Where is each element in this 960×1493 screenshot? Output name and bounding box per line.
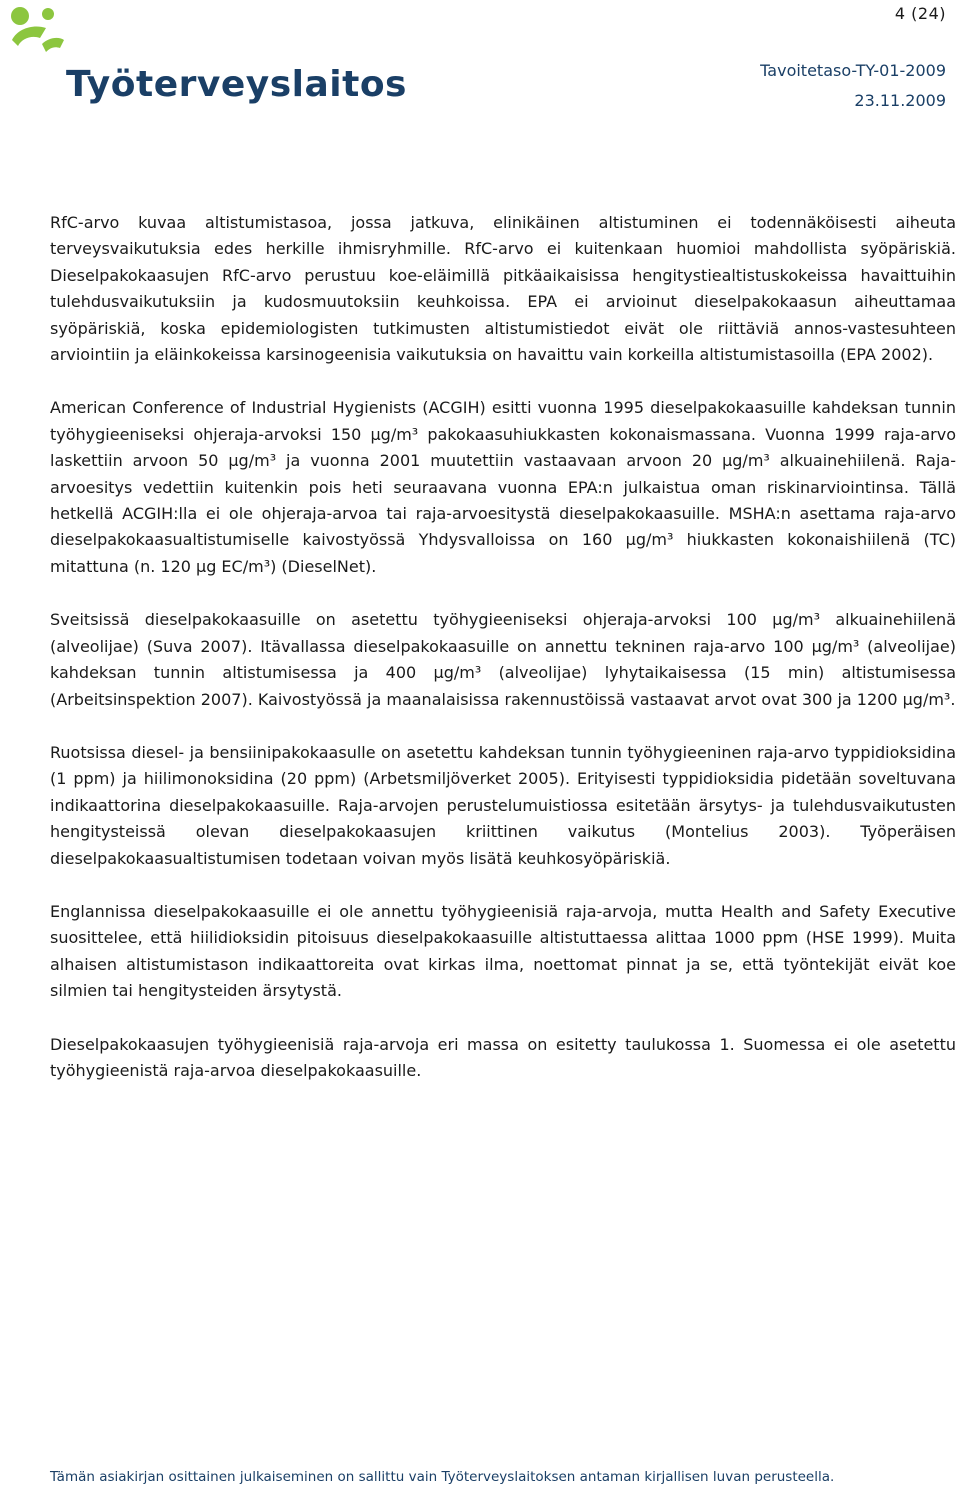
paragraph: Englannissa dieselpakokaasuille ei ole annettu työhygieenisiä raja-arvoja, mutta Health and Safety Executive suosittelee, että hiilidioksidin pitoisuus dieselpakokaasuille altistuttaessa alittaa 1000 ppm (HSE 1999). Muita alhaisen altistumistason indikaattoreita ovat kirkas ilma, noettomat pinnat ja se, että työntekijät eivät koe silmien tai hengitysteiden ärsytystä. [50,901,956,1001]
document-meta [760,56,946,116]
logo-text: Työterveyslaitos [66,64,407,105]
logo [4,4,407,108]
logo-mark-icon [4,4,68,68]
paragraph: Dieselpakokaasujen työhygieenisiä raja-arvoja eri massa on esitetty taulukossa 1. Suomessa ei ole asetettu työhygieenistä raja-arvoa dieselpakokaasuille. [50,1034,956,1080]
body-text [50,210,956,1111]
document-id: Tavoitetaso-TY-01-2009 [760,61,946,80]
page-number: 4 (24) [894,4,946,23]
paragraph: Ruotsissa diesel- ja bensiinipakokaasulle on asetettu kahdeksan tunnin työhygieeninen raja-arvo typpidioksidina (1 ppm) ja hiilimonoksidina (20 ppm) (Arbetsmiljöverket 2005). Erityisesti typpidioksidia pidetään soveltuvana indikaattorina dieselpakokaasuille. Raja-arvojen perustelumuistiossa esitetään ärsytys- ja tulehdusvaikutusten hengitysteissä olevan dieselpakokaasujen kriittinen vaikutus (Montelius 2003). Työperäisen dieselpakokaasualtistumisen todetaan voivan myös lisätä keuhkosyöpäriskiä. [50,742,956,868]
document-date: 23.11.2009 [854,91,946,110]
paragraph: RfC-arvo kuvaa altistumistasoa, jossa jatkuva, elinikäinen altistuminen ei todennäköisesti aiheuta terveysvaikutuksia edes herkille ihmisryhmille. RfC-arvo ei kuitenkaan huomioi mahdollista syöpäriskiä. Dieselpakokaasujen RfC-arvo perustuu koe-eläimillä pitkäaikaisissa hengitystiealtistuskokeissa havaittuihin tulehdusvaikutuksiin ja kudosmuutoksiin keuhkoissa. EPA ei arvioinut dieselpakokaasun aiheuttamaa syöpäriskiä, koska epidemiologisten tutkimusten altistumistiedot eivät ole riittäviä annos-vastesuhteen arviointiin ja eläinkokeissa karsinogeenisia vaikutuksia on havaittu vain korkeilla altistumistasoilla (EPA 2002). [50,213,956,365]
footer-notice: Tämän asiakirjan osittainen julkaiseminen on sallittu vain Työterveyslaitoksen antaman kirjallisen luvan perusteella. [50,1469,835,1485]
paragraph: Sveitsissä dieselpakokaasuille on asetettu työhygieeniseksi ohjeraja-arvoksi 100 µg/m³ alkuainehiilenä (alveolijae) (Suva 2007). Itävallassa dieselpakokaasuille on annettu tekninen raja-arvo 100 µg/m³ (alveolijae) kahdeksan tunnin altistumisessa ja 400 µg/m³ (alveolijae) lyhytaikaisessa (15 min) altistumisessa (Arbeitsinspektion 2007). Kaivostyössä ja maanalaisissa rakennustöissä vastaavat arvot ovat 300 ja 1200 µg/m³. [50,610,956,709]
paragraph: American Conference of Industrial Hygienists (ACGIH) esitti vuonna 1995 dieselpakokaasuille kahdeksan tunnin työhygieeniseksi ohjeraja-arvoksi 150 µg/m³ pakokaasuhiukkasten kokonaismassana. Vuonna 1999 raja-arvo laskettiin arvoon 50 µg/m³ ja vuonna 2001 muutettiin vastaavaan arvoon 20 µg/m³ alkuainehiilenä. Raja-arvoesitys vedettiin kuitenkin pois heti seuraavana vuonna EPA:n julkaistua oman riskinarviointinsa. Tällä hetkellä ACGIH:lla ei ole ohjeraja-arvoa tai raja-arvoesitystä dieselpakokaasuille. MSHA:n asettama raja-arvo dieselpakokaasualtistumiselle kaivostyössä Yhdysvalloissa on 160 µg/m³ hiukkasten kokonaishiilenä (TC) mitattuna (n. 120 µg EC/m³) (DieselNet). [50,398,956,576]
